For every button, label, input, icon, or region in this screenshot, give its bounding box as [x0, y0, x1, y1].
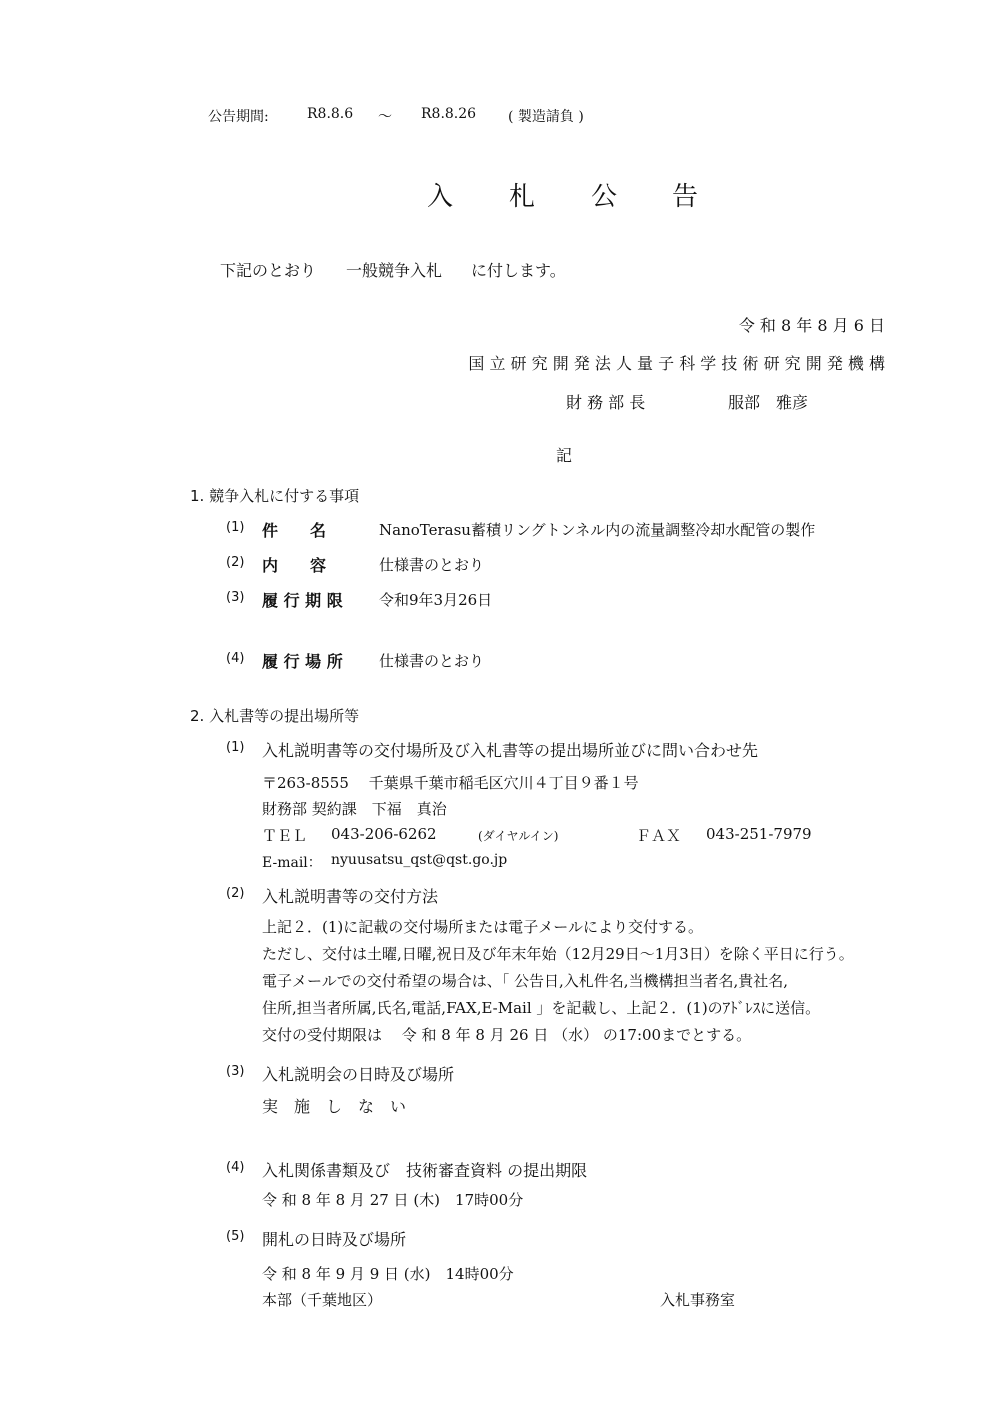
opening-room: 入札事務室 [660, 1291, 736, 1309]
item1-number: (1) [226, 520, 245, 535]
contact-address: 〒263-8555 千葉県千葉市稲毛区穴川４丁目９番１号 [262, 774, 639, 792]
title-char-4: 告 [672, 182, 699, 212]
item2-value: 仕様書のとおり [379, 556, 485, 574]
tel-label: ＴＥＬ [262, 827, 308, 845]
item4-value: 仕様書のとおり [379, 652, 485, 670]
sub1-number: (1) [226, 740, 245, 755]
sub3-title: 入札説明会の日時及び場所 [262, 1065, 455, 1084]
contract-category: ( 製造請負 ) [508, 109, 584, 125]
tel-number: 043-206-6262 [331, 825, 437, 843]
fax-label: ＦＡＸ [636, 827, 682, 845]
sub5-number: (5) [226, 1229, 245, 1244]
fax-number: 043-251-7979 [706, 825, 812, 843]
section2-heading: 2. 入札書等の提出場所等 [190, 707, 360, 725]
notice-period-start: R8.8.6 [307, 106, 354, 122]
delivery-method-line: 住所,担当者所属,氏名,電話,FAX,E-Mail 」を記載し、上記２．(1)のｱﾄﾞﾚｽに送信。 [262, 999, 821, 1017]
item2-number: (2) [226, 555, 245, 570]
intro-text-a: 下記のとおり [220, 261, 317, 280]
sub2-title: 入札説明書等の交付方法 [262, 887, 439, 906]
notice-period-tilde: ～ [378, 109, 392, 125]
briefing-status: 実 施 し な い [262, 1097, 407, 1116]
organization-name: 国 立 研 究 開 発 法 人 量 子 科 学 技 術 研 究 開 発 機 構 [468, 354, 885, 373]
item3-label: 履 行 期 限 [262, 591, 343, 610]
section1-heading: 1. 競争入札に付する事項 [190, 487, 360, 505]
item1-value: NanoTerasu蓄積リングトンネル内の流量調整冷却水配管の製作 [379, 521, 816, 539]
signatory-name: 服部 雅彦 [728, 393, 809, 412]
sub2-number: (2) [226, 886, 245, 901]
item3-number: (3) [226, 590, 245, 605]
item1-label: 件 名 [262, 521, 327, 540]
sub1-title: 入札説明書等の交付場所及び入札書等の提出場所並びに問い合わせ先 [262, 741, 759, 760]
sub5-title: 開札の日時及び場所 [262, 1230, 407, 1249]
delivery-method-line: 電子メールでの交付希望の場合は、「 公告日,入札件名,当機構担当者名,貴社名, [262, 972, 789, 990]
signatory-title: 財 務 部 長 [566, 393, 646, 412]
notice-period-label: 公告期間: [208, 109, 269, 125]
title-char-2: 札 [509, 182, 536, 212]
delivery-method-line: ただし、交付は土曜,日曜,祝日及び年末年始（12月29日～1月3日）を除く平日に行う。 [262, 945, 854, 963]
sub4-number: (4) [226, 1160, 245, 1175]
delivery-method-line: 上記２．(1)に記載の交付場所または電子メールにより交付する。 [262, 918, 703, 936]
email-address[interactable]: nyuusatsu_qst@qst.go.jp [331, 852, 508, 868]
dial-in-note: (ダイヤルイン) [478, 829, 559, 843]
intro-text-b: 一般競争入札 [346, 261, 443, 280]
item4-number: (4) [226, 651, 245, 666]
opening-place: 本部（千葉地区） [262, 1291, 383, 1309]
item3-value: 令和9年3月26日 [379, 591, 493, 609]
submission-deadline: 令 和 8 年 8 月 27 日 (木) 17時00分 [262, 1191, 524, 1209]
title-char-1: 入 [427, 182, 454, 212]
sub4-title: 入札関係書類及び 技術審査資料 の提出期限 [262, 1161, 588, 1180]
email-label: E-mail： [262, 855, 322, 871]
intro-text-c: に付します。 [471, 261, 566, 280]
notice-date: 令 和 8 年 8 月 6 日 [738, 316, 885, 335]
contact-department: 財務部 契約課 下福 真治 [262, 800, 447, 818]
notice-period-end: R8.8.26 [421, 106, 477, 122]
item2-label: 内 容 [262, 556, 327, 575]
item4-label: 履 行 場 所 [262, 652, 343, 671]
sub3-number: (3) [226, 1064, 245, 1079]
opening-datetime: 令 和 8 年 9 月 9 日 (水) 14時00分 [262, 1265, 514, 1283]
title-char-3: 公 [591, 182, 618, 212]
delivery-method-line: 交付の受付期限は 令 和 8 年 8 月 26 日 （水） の17:00までとする。 [262, 1026, 752, 1044]
ki-mark: 記 [556, 446, 573, 465]
